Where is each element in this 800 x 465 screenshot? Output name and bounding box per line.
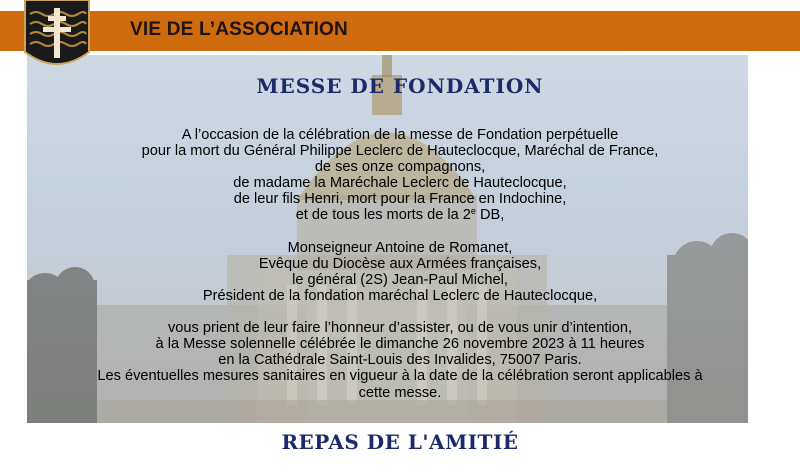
text-line-prefix: et de tous les morts de la 2 [295, 207, 471, 224]
text-line: vous prient de leur faire l’honneur d’assister, ou de vous unir d’intention, [167, 320, 633, 337]
ordinal-superscript: e [470, 206, 476, 217]
association-logo [22, 0, 92, 76]
header-bar [0, 11, 800, 51]
text-line: de leur fils Henri, mort pour la France en Indochine, [233, 191, 567, 208]
text-line: Monseigneur Antoine de Romanet, [287, 239, 513, 256]
text-line: pour la mort du Général Philippe Leclerc de Hauteclocque, Maréchal de France, [141, 143, 659, 160]
text-line [80, 207, 720, 223]
text-line: Président de la fondation maréchal Leclerc de Hauteclocque, [202, 287, 598, 304]
invitation-text [80, 127, 720, 401]
text-line-suffix: DB, [475, 207, 505, 224]
text-line: Evêque du Diocèse aux Armées françaises, [258, 255, 542, 272]
text-line: à la Messe solennelle célébrée le dimanche 26 novembre 2023 à 11 heures [155, 336, 645, 353]
text-line: Les éventuelles mesures sanitaires en vigueur à la date de la célébration seront applicables à [97, 368, 703, 385]
paragraph-gap [80, 224, 720, 240]
text-line: cette messe. [358, 384, 442, 401]
text-line: de madame la Maréchale Leclerc de Hauteclocque, [233, 175, 567, 192]
section-title-messe: MESSE DE FONDATION [256, 74, 544, 98]
paragraph-gap [80, 304, 720, 320]
page-header-title: VIE DE L’ASSOCIATION [130, 19, 348, 40]
text-line: en la Cathédrale Saint-Louis des Invalides, 75007 Paris. [218, 352, 582, 369]
text-line: A l’occasion de la célébration de la messe de Fondation perpétuelle [181, 127, 619, 143]
section-title-repas: REPAS DE L'AMITIÉ [281, 430, 519, 454]
text-line: le général (2S) Jean-Paul Michel, [292, 271, 508, 288]
text-line: de ses onze compagnons, [314, 159, 486, 176]
